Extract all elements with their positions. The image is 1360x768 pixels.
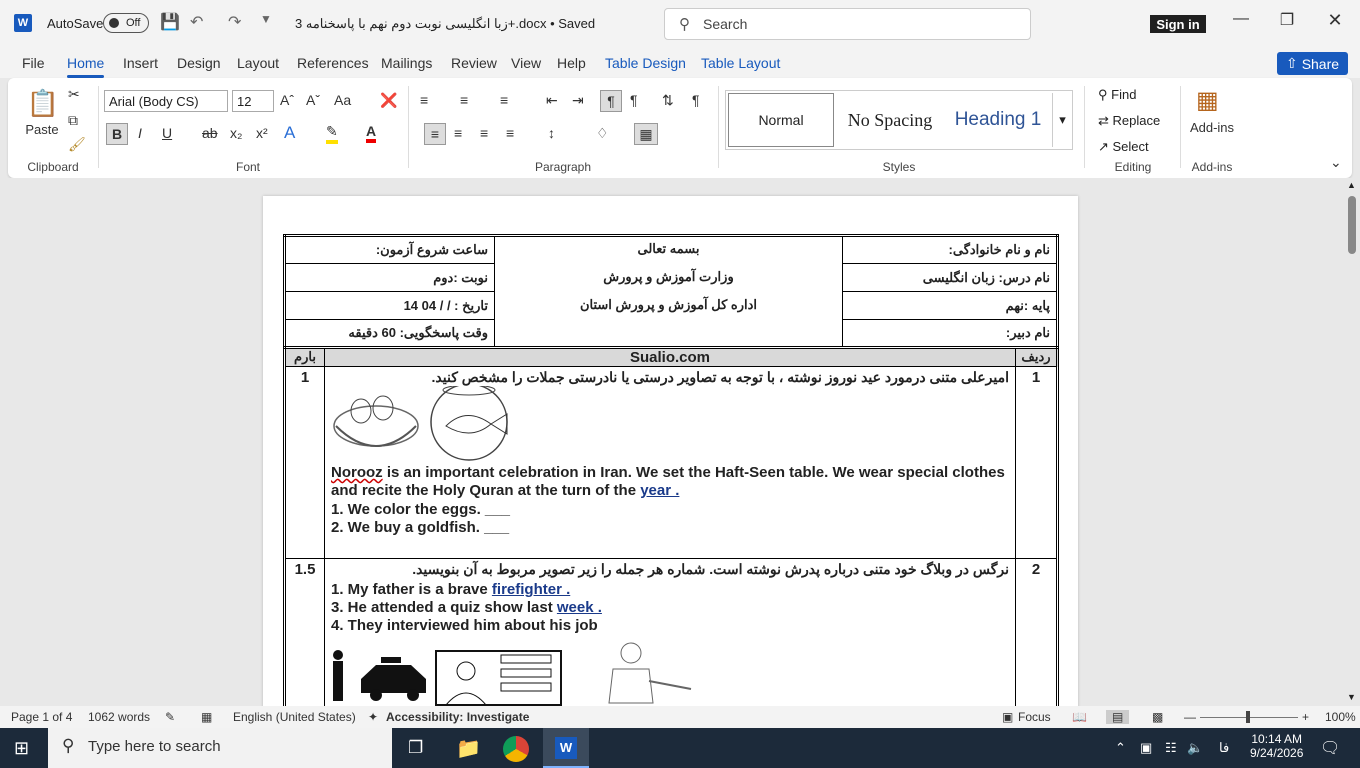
clock-time: 10:14 AM [1251, 732, 1303, 746]
replace-label: Replace [1112, 113, 1161, 128]
q2-line-1 [331, 581, 1009, 599]
volume-icon[interactable]: 🔈 [1187, 740, 1204, 755]
header-duration: وقت پاسخگویی: 60 دقیقه [285, 320, 495, 348]
taxi-quiz-firefighter-image [331, 641, 701, 706]
zoom-in-icon[interactable]: + [1302, 710, 1310, 724]
print-layout-icon[interactable]: ▤ [1106, 710, 1129, 724]
clear-formatting-icon[interactable]: ❌ [380, 92, 398, 108]
align-right-icon[interactable]: ≡ [480, 125, 489, 141]
status-bar [0, 706, 1360, 728]
numbering-icon[interactable]: ≡ [460, 92, 469, 108]
search-box[interactable] [664, 8, 1031, 40]
minimize-icon[interactable]: — [1233, 10, 1249, 27]
borders-icon[interactable]: ▦ [634, 123, 658, 145]
tab-home[interactable]: Home [67, 55, 105, 71]
title-bar [0, 0, 1360, 48]
q2-word-week: week . [556, 599, 602, 616]
autosave-toggle[interactable]: Off [103, 13, 149, 33]
customize-toolbar-icon[interactable]: ▼ [260, 12, 272, 26]
clock-date: 9/24/2026 [1250, 746, 1304, 760]
align-center-icon[interactable]: ≡ [454, 125, 463, 141]
chrome-icon[interactable] [503, 736, 529, 762]
editing-label: Editing [1114, 160, 1152, 174]
document-title[interactable]: زبا انگلیسی نوبت دوم نهم با پاسخنامه 3+.docx • Saved [295, 16, 596, 31]
align-left-icon[interactable]: ≡ [424, 123, 446, 145]
q2-line-1-text: 1. My father is a brave [331, 581, 492, 598]
style-heading-1[interactable]: Heading 1 [954, 109, 1042, 130]
taskbar-search-icon: ⚲ [62, 736, 75, 755]
shrink-font-icon[interactable]: Aˇ [306, 92, 320, 108]
font-color-icon[interactable]: A [366, 123, 376, 143]
tray-chevron-icon[interactable]: ⌃ [1115, 740, 1126, 755]
styles-label: Styles [882, 160, 916, 174]
select-label: Select [1112, 139, 1149, 154]
windows-taskbar [0, 728, 1360, 768]
header-center [495, 236, 843, 348]
q1-instruction: امیرعلی متنی درمورد عید نوروز نوشته ، با توجه به تصاویر درستی یا نادرستی جملات را مشخص کنید. [431, 369, 1009, 385]
focus-icon: ▣ [1002, 710, 1014, 724]
subscript-icon[interactable]: x₂ [230, 125, 243, 141]
text-effects-icon[interactable]: A [284, 123, 296, 142]
highlight-icon[interactable]: ✎ [326, 123, 338, 144]
undo-icon[interactable]: ↶ [190, 14, 204, 31]
tab-references[interactable]: References [297, 55, 369, 71]
header-time: ساعت شروع آزمون: [285, 236, 495, 264]
addins-group [1180, 78, 1244, 178]
find-label: Find [1111, 87, 1137, 102]
q1-images [331, 386, 1009, 464]
exam-header-table [283, 234, 1059, 349]
col-site-header: Sualio.com [325, 348, 1016, 367]
input-language[interactable]: فا [1219, 740, 1230, 755]
q1-word-norooz: Norooz [331, 464, 383, 481]
ltr-direction-icon[interactable]: ¶ [630, 92, 638, 108]
clock[interactable] [1250, 732, 1303, 760]
q2-line-2-text: 3. He attended a quiz show last [331, 599, 557, 616]
q1-text: is an important celebration in Iran. We set the Haft-Seen table. We wear special clothes and recite the Holy Quran at the turn of the [331, 464, 1005, 499]
style-no-spacing[interactable]: No Spacing [847, 109, 933, 130]
show-marks-icon[interactable]: ¶ [692, 92, 700, 108]
language-status[interactable]: English (United States) [233, 710, 356, 724]
sign-in-button[interactable]: Sign in [1150, 15, 1206, 33]
notifications-icon[interactable]: 🗨 [1320, 740, 1341, 757]
q1-content[interactable] [325, 367, 1016, 559]
paste-button[interactable]: Paste [25, 122, 59, 137]
questions-table [283, 346, 1059, 706]
egg-basket-and-goldfish-image [331, 386, 521, 462]
scroll-thumb[interactable] [1348, 196, 1356, 254]
header-office: اداره کل آموزش و پرورش استان [579, 297, 758, 312]
editing-group [1088, 78, 1178, 178]
header-grade: پایه :نهم [843, 292, 1058, 320]
select-icon: ↗ [1098, 139, 1113, 154]
share-label: Share [1301, 55, 1340, 72]
shading-icon[interactable]: ♢ [596, 125, 609, 141]
header-session: نوبت :دوم [285, 264, 495, 292]
redo-icon[interactable]: ↷ [228, 14, 242, 31]
save-icon[interactable]: 💾 [160, 14, 180, 31]
tab-table-layout[interactable]: Table Layout [701, 55, 781, 71]
meet-now-icon[interactable]: ▣ [1140, 740, 1153, 755]
windows-start-icon[interactable]: ⊞ [14, 738, 30, 758]
scroll-down-icon[interactable]: ▼ [1347, 692, 1356, 702]
superscript-icon[interactable]: x² [256, 125, 268, 141]
file-explorer-icon[interactable]: 📁 [456, 738, 481, 760]
font-name-select[interactable]: Arial (Body CS) [104, 90, 228, 112]
paragraph-label: Paragraph [534, 160, 592, 174]
close-icon[interactable]: ✕ [1327, 10, 1343, 30]
word-taskbar-icon[interactable] [543, 728, 589, 768]
ribbon [8, 78, 1352, 178]
justify-icon[interactable]: ≡ [506, 125, 515, 141]
bold-icon[interactable]: B [106, 123, 128, 145]
tab-table-design[interactable]: Table Design [605, 55, 686, 71]
q2-number: 2 [1016, 559, 1058, 707]
focus-button[interactable]: Focus [1018, 710, 1051, 724]
multilevel-list-icon[interactable]: ≡ [500, 92, 509, 108]
decrease-indent-icon[interactable]: ⇤ [546, 92, 558, 108]
header-ministry: وزارت آموزش و پرورش [603, 269, 734, 284]
q2-word-firefighter: firefighter . [491, 581, 571, 598]
tab-design[interactable]: Design [177, 55, 221, 71]
scroll-up-icon[interactable]: ▲ [1347, 180, 1356, 190]
document-page[interactable] [263, 196, 1078, 706]
italic-icon[interactable]: I [138, 125, 142, 141]
q1-word-year: year . [640, 482, 680, 499]
cut-icon[interactable]: ✂ [68, 86, 80, 102]
zoom-level[interactable]: 100% [1325, 710, 1356, 724]
search-icon: ⚲ [679, 16, 690, 33]
vertical-scrollbar[interactable] [1345, 178, 1360, 706]
web-layout-icon[interactable]: ▩ [1152, 710, 1164, 724]
read-mode-icon[interactable]: 📖 [1072, 710, 1087, 724]
q2-content[interactable] [325, 559, 1016, 707]
styles-group [725, 78, 1073, 178]
search-placeholder: Search [703, 16, 748, 32]
underline-icon[interactable]: U [162, 125, 173, 141]
col-row-header: ردیف [1016, 348, 1058, 367]
grow-font-icon[interactable]: Aˆ [280, 92, 294, 108]
proofing-icon[interactable]: ✎ [165, 710, 176, 724]
header-subject: نام درس: زبان انگلیسی [843, 264, 1058, 292]
page-count[interactable]: Page 1 of 4 [11, 710, 73, 724]
question-row-1 [285, 367, 1058, 559]
menu-bar [0, 48, 1360, 78]
q1-paragraph [331, 464, 1009, 500]
taskbar-search-placeholder: Type here to search [88, 738, 221, 755]
taskbar-search[interactable] [48, 728, 392, 768]
format-painter-icon[interactable]: 🖌 [68, 136, 86, 152]
accessibility-mode-icon[interactable]: ▦ [201, 710, 213, 724]
strikethrough-icon[interactable]: ab [202, 125, 218, 141]
header-name: نام و نام خانوادگی: [843, 236, 1058, 264]
q1-number: 1 [1016, 367, 1058, 559]
bullets-icon[interactable]: ≡ [420, 92, 429, 108]
tab-help[interactable]: Help [557, 55, 586, 71]
font-size-select[interactable]: 12 [232, 90, 274, 112]
word-count[interactable]: 1062 words [88, 710, 151, 724]
tab-mailings[interactable]: Mailings [381, 55, 433, 71]
rtl-direction-icon[interactable]: ¶ [600, 90, 622, 112]
sort-icon[interactable]: ⇅ [662, 92, 674, 108]
q1-item-1: 1. We color the eggs. ___ [331, 501, 510, 518]
collapse-ribbon-icon[interactable]: ⌄ [1330, 154, 1342, 170]
accessibility-status[interactable]: Accessibility: Investigate [386, 710, 530, 724]
replace-icon: ⇄ [1098, 113, 1113, 128]
q2-score: 1.5 [285, 559, 325, 707]
share-icon: ⇧ [1285, 55, 1298, 71]
change-case-icon[interactable]: Aa [334, 92, 352, 108]
q1-item-2: 2. We buy a goldfish. ___ [331, 519, 510, 536]
tab-file[interactable]: File [22, 55, 45, 71]
increase-indent-icon[interactable]: ⇥ [572, 92, 584, 108]
col-score-header: بارم [285, 348, 325, 367]
header-date: تاریخ : / / 04 14 [285, 292, 495, 320]
share-button[interactable] [1277, 52, 1348, 75]
header-bismillah: بسمه تعالی [637, 241, 700, 256]
tab-insert[interactable]: Insert [123, 55, 159, 71]
style-normal[interactable]: Normal [728, 93, 834, 147]
styles-more-icon[interactable]: ▾ [1052, 93, 1072, 147]
zoom-slider-thumb[interactable] [1246, 711, 1250, 723]
q2-line-2 [331, 599, 1009, 617]
q2-images [331, 641, 1009, 706]
copy-icon[interactable]: ⧉ [68, 112, 78, 128]
task-view-icon[interactable]: ❐ [408, 738, 424, 757]
find-icon: ⚲ [1098, 87, 1112, 102]
font-label: Font [235, 160, 260, 174]
header-teacher: نام دبیر: [843, 320, 1058, 348]
line-spacing-icon[interactable]: ↕ [548, 125, 555, 141]
document-canvas [0, 178, 1345, 706]
network-icon[interactable]: ☷ [1165, 740, 1177, 755]
word-logo-icon: W [14, 14, 32, 32]
maximize-icon[interactable]: ❐ [1279, 12, 1295, 29]
zoom-out-icon[interactable]: — [1184, 710, 1196, 724]
addins-label: Add-ins [1191, 160, 1233, 174]
question-row-2 [285, 559, 1058, 707]
q2-line-3: 4. They interviewed him about his job [331, 617, 598, 634]
word-taskbar-logo: W [555, 737, 577, 759]
addins-button[interactable]: Add-ins [1189, 120, 1235, 135]
paste-icon[interactable]: 📋 [26, 87, 60, 118]
q2-instruction: نرگس در وبلاگ خود متنی درباره پدرش نوشته است. شماره هر جمله را زیر تصویر مربوط به آن بنویسید. [412, 561, 1009, 577]
clipboard-label: Clipboard [27, 160, 79, 174]
q1-score: 1 [285, 367, 325, 559]
autosave-label: AutoSave [47, 16, 104, 31]
addins-icon[interactable]: ▦ [1196, 87, 1219, 114]
paragraph-group [408, 78, 718, 178]
tab-view[interactable]: View [511, 55, 542, 71]
font-group [8, 78, 408, 178]
accessibility-icon: ✦ [368, 710, 379, 724]
tab-review[interactable]: Review [451, 55, 497, 71]
tab-layout[interactable]: Layout [237, 55, 280, 71]
